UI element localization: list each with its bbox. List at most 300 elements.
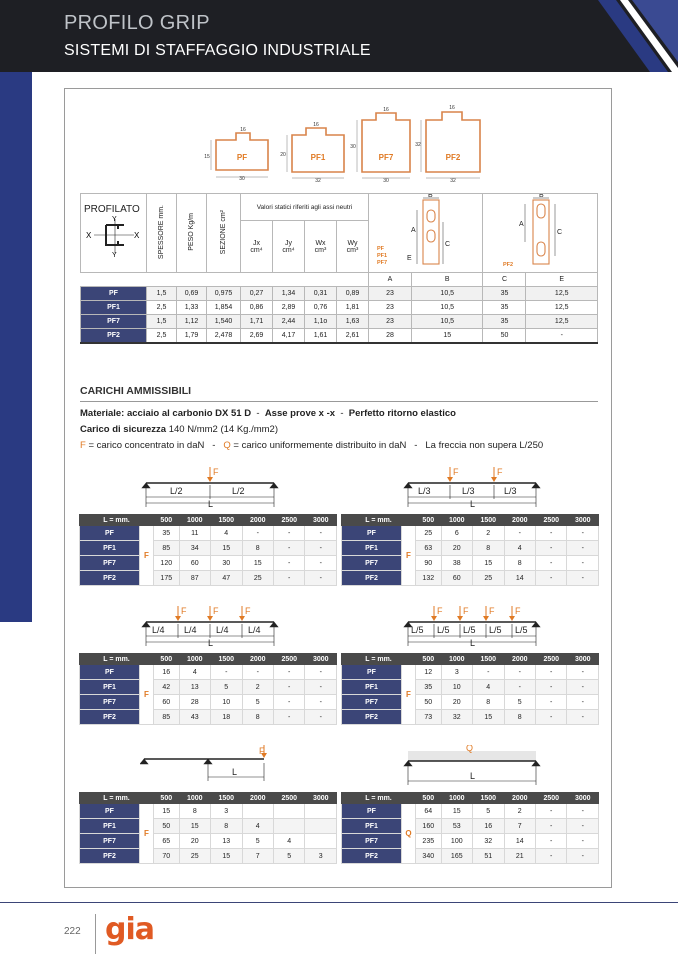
svg-text:L/5: L/5 [463,625,476,635]
load-value-cell: - [535,680,566,695]
svg-text:32: 32 [315,178,321,184]
load-value-cell: 13 [211,834,242,849]
spec-value-cell: 10,5 [411,301,483,315]
svg-text:L: L [208,499,214,509]
load-value-cell: 85 [154,710,180,725]
diagram-three-loads [140,606,280,648]
gia-logo: gia [105,912,155,947]
length-value-header: 2500 [535,654,566,665]
svg-text:Y: Y [112,252,117,257]
load-value-cell: 8 [179,804,210,819]
load-table-header [80,793,337,804]
load-value-cell: 14 [504,571,535,586]
load-value-cell: 15 [441,804,472,819]
load-table-header [342,654,599,665]
load-value-cell: 235 [416,834,442,849]
length-value-header: 1500 [211,515,242,526]
load-value-cell: 3 [211,804,242,819]
spec-value-cell: 50 [483,329,526,343]
spec-row [81,329,598,343]
svg-text:L: L [470,638,476,648]
length-value-header: 1000 [179,654,210,665]
profile-name-cell: PF2 [80,571,140,586]
load-value-cell: 32 [441,710,472,725]
spec-value-cell: 1,61 [305,329,337,343]
load-value-cell: 2 [473,526,504,541]
length-value-header: 2500 [535,515,566,526]
load-value-cell: 70 [154,849,180,864]
svg-text:F: F [437,606,443,616]
load-value-cell: - [242,665,273,680]
load-value-cell: - [535,665,566,680]
load-value-cell: 2 [504,804,535,819]
profile-name-cell: PF1 [342,541,402,556]
load-value-cell: 47 [211,571,242,586]
svg-text:Y: Y [112,216,117,223]
load-value-cell: 4 [273,834,304,849]
svg-text:F: F [213,467,219,477]
load-value-cell: 15 [242,556,273,571]
svg-text:A: A [519,221,524,228]
profile-label-pf2: PF2 [445,153,461,162]
footer-separator [95,914,96,954]
wy-header: Wy cm³ [337,221,369,273]
profile-name-cell: PF1 [342,680,402,695]
load-row [342,556,599,571]
load-value-cell: 8 [504,556,535,571]
load-value-cell: 32 [473,834,504,849]
static-values-header: Valori statici riferiti agli assi neutri [241,194,369,221]
profile-name-cell: PF [342,804,402,819]
svg-text:F: F [463,606,469,616]
load-table-2 [341,514,599,586]
header-stripes-decoration [558,0,678,72]
load-row [80,556,337,571]
load-row [80,680,337,695]
spec-value-cell: 1,5 [147,287,177,301]
length-value-header: 1000 [441,793,472,804]
spec-value-cell: 10,5 [411,315,483,329]
load-value-cell: 15 [154,804,180,819]
load-value-cell: - [567,695,599,710]
axis-icon [84,215,142,257]
load-value-cell: 65 [154,834,180,849]
length-header: L = mm. [342,515,416,526]
length-header: L = mm. [80,654,154,665]
load-type-letter: F [140,665,154,725]
load-row [342,695,599,710]
load-value-cell: - [567,541,599,556]
load-value-cell: - [567,819,599,834]
load-row [80,834,337,849]
load-value-cell: - [535,834,566,849]
load-value-cell: 43 [179,710,210,725]
load-value-cell: 175 [154,571,180,586]
load-value-cell: - [273,680,304,695]
length-value-header: 2000 [504,515,535,526]
svg-text:F: F [515,606,521,616]
length-value-header: 3000 [567,515,599,526]
load-value-cell: - [535,710,566,725]
load-value-cell: 13 [179,680,210,695]
load-value-cell: - [567,665,599,680]
spec-value-cell: 2,5 [147,329,177,343]
load-value-cell [242,804,273,819]
spec-value-cell: 0,76 [305,301,337,315]
load-value-cell: 51 [473,849,504,864]
load-value-cell: 4 [242,819,273,834]
diagram-uniform-load [402,745,542,787]
load-value-cell: - [273,695,304,710]
length-value-header: 3000 [567,793,599,804]
load-value-cell: 60 [179,556,210,571]
spec-value-cell: 23 [369,315,412,329]
spec-value-cell: 1,79 [177,329,207,343]
load-value-cell: - [504,526,535,541]
load-table-1 [79,514,337,586]
load-value-cell: - [211,665,242,680]
svg-text:A: A [410,227,416,234]
profile-name-cell: PF [80,526,140,541]
load-value-cell: 8 [211,819,242,834]
load-row [342,571,599,586]
svg-text:F: F [213,606,219,616]
load-value-cell: 4 [473,680,504,695]
load-value-cell: - [305,541,337,556]
load-value-cell: 4 [504,541,535,556]
spec-row [81,287,598,301]
load-row [80,665,337,680]
wx-header: Wx cm³ [305,221,337,273]
load-value-cell: - [305,665,337,680]
load-table-header [80,654,337,665]
length-value-header: 3000 [567,654,599,665]
profilato-cell [81,194,147,273]
length-header: L = mm. [342,793,416,804]
svg-text:F: F [181,606,187,616]
load-value-cell: 5 [504,695,535,710]
svg-text:L/2: L/2 [232,486,245,496]
svg-text:L/4: L/4 [184,625,197,635]
load-value-cell: 340 [416,849,442,864]
dim-diagram-ab [369,194,483,273]
length-value-header: 1000 [441,654,472,665]
load-value-cell: 5 [273,849,304,864]
load-table-5 [79,792,337,864]
load-value-cell: - [504,665,535,680]
load-row [342,541,599,556]
load-value-cell: - [567,834,599,849]
load-value-cell: 14 [504,834,535,849]
load-value-cell: - [535,571,566,586]
load-value-cell: 16 [154,665,180,680]
load-value-cell: - [305,680,337,695]
load-value-cell: - [305,695,337,710]
load-value-cell: 20 [179,834,210,849]
spec-value-cell: 0,31 [305,287,337,301]
svg-text:C: C [444,241,450,248]
svg-text:PF7: PF7 [376,260,387,266]
svg-text:15: 15 [204,154,210,160]
load-value-cell: - [567,556,599,571]
svg-text:32: 32 [415,142,421,148]
load-value-cell: 63 [416,541,442,556]
load-table-6 [341,792,599,864]
svg-text:20: 20 [280,152,286,158]
spec-row [81,301,598,315]
load-table-4 [341,653,599,725]
profile-name-cell: PF7 [342,834,402,849]
length-value-header: 2500 [273,793,304,804]
length-value-header: 2000 [504,793,535,804]
spec-value-cell: 1,540 [207,315,241,329]
col-c-header: C [483,273,526,287]
load-value-cell: - [273,571,304,586]
svg-text:L: L [470,499,476,509]
spec-value-cell: 23 [369,301,412,315]
spec-value-cell: 1,81 [337,301,369,315]
profile-label-pf7: PF7 [378,153,394,162]
profile-name-cell: PF2 [342,571,402,586]
length-value-header: 2000 [242,793,273,804]
length-value-header: 2000 [242,515,273,526]
svg-text:Q: Q [466,745,474,753]
load-value-cell: 15 [211,849,242,864]
length-value-header: 1500 [473,515,504,526]
load-type-letter: F [402,526,416,586]
col-sezione-header: SEZIONE cm² [207,194,241,273]
load-value-cell: 30 [211,556,242,571]
col-e-header: E [526,273,598,287]
svg-text:L: L [208,638,214,648]
load-value-cell: - [535,526,566,541]
load-value-cell: - [535,541,566,556]
load-value-cell: 15 [179,819,210,834]
svg-text:16: 16 [313,122,319,128]
load-table-header [342,515,599,526]
svg-text:L/5: L/5 [437,625,450,635]
spec-value-cell: 0,69 [177,287,207,301]
spec-table [80,193,598,344]
spec-value-cell: 1,71 [241,315,273,329]
col-b-header: B [411,273,483,287]
length-value-header: 2500 [273,515,304,526]
spec-row [81,315,598,329]
load-value-cell: 12 [416,665,442,680]
spec-value-cell: 10,5 [411,287,483,301]
load-value-cell: 87 [179,571,210,586]
col-a-header: A [369,273,412,287]
dim-diagram-ce [483,194,598,273]
profile-name-cell: PF1 [80,680,140,695]
load-value-cell: - [273,541,304,556]
load-value-cell: 2 [242,680,273,695]
length-value-header: 500 [416,793,442,804]
load-value-cell: 160 [416,819,442,834]
section-title: CARICHI AMMISSIBILI [80,385,598,402]
profile-name-cell: PF [81,287,147,301]
diagram-four-loads [402,606,542,648]
profile-name-cell: PF7 [342,695,402,710]
spec-value-cell: 2,44 [273,315,305,329]
svg-text:16: 16 [240,127,246,133]
side-accent-bar [0,72,32,622]
load-value-cell: 53 [441,819,472,834]
profile-name-cell: PF2 [80,849,140,864]
load-value-cell: 60 [441,571,472,586]
spec-value-cell: 2,61 [337,329,369,343]
load-value-cell: - [535,804,566,819]
profile-name-cell: PF2 [81,329,147,343]
load-value-cell: 10 [211,695,242,710]
page-header [0,0,678,72]
header-title: PROFILO GRIP [64,12,210,34]
load-value-cell [305,834,337,849]
spec-value-cell: 28 [369,329,412,343]
load-value-cell: 38 [441,556,472,571]
svg-text:X: X [134,231,140,240]
material-line: Materiale: acciaio al carbonio DX 51 D - Asse prove x -x - Perfetto ritorno elastico [80,408,456,419]
load-value-cell: 5 [242,834,273,849]
load-value-cell: 3 [441,665,472,680]
length-value-header: 3000 [305,654,337,665]
load-value-cell: 7 [242,849,273,864]
load-value-cell: 15 [473,556,504,571]
load-value-cell: - [535,556,566,571]
legend-line: F = carico concentrato in daN - Q = carico uniformemente distribuito in daN - La freccia non supera L/250 [80,440,544,451]
profile-drawings [64,100,612,190]
load-value-cell: - [535,819,566,834]
spec-value-cell: 2,478 [207,329,241,343]
load-value-cell: 20 [441,695,472,710]
load-value-cell: 11 [179,526,210,541]
profile-name-cell: PF2 [342,849,402,864]
svg-text:F: F [453,467,459,477]
load-row [342,849,599,864]
svg-text:L/4: L/4 [216,625,229,635]
jy-header: Jy cm⁴ [273,221,305,273]
svg-text:PF: PF [376,246,384,252]
svg-text:F: F [245,606,251,616]
load-value-cell: 50 [154,819,180,834]
svg-text:E: E [406,255,412,262]
load-value-cell: 8 [242,541,273,556]
load-value-cell: - [504,680,535,695]
spec-value-cell: 1,33 [177,301,207,315]
length-header: L = mm. [342,654,416,665]
svg-text:B: B [539,194,544,199]
length-value-header: 2500 [535,793,566,804]
svg-text:C: C [557,229,563,236]
spec-value-cell: 12,5 [526,301,598,315]
load-value-cell: - [567,849,599,864]
profilato-label: PROFILATO [84,204,140,215]
load-value-cell: - [567,680,599,695]
length-value-header: 1000 [179,793,210,804]
length-header: L = mm. [80,793,154,804]
svg-text:L/5: L/5 [411,625,424,635]
load-value-cell: - [305,571,337,586]
length-value-header: 500 [416,515,442,526]
load-row [80,695,337,710]
load-value-cell: 28 [179,695,210,710]
profile-name-cell: PF7 [80,556,140,571]
profile-label-pf: PF [236,153,248,162]
spec-value-cell: 35 [483,301,526,315]
svg-text:30: 30 [350,144,356,150]
load-value-cell: 132 [416,571,442,586]
load-value-cell: 5 [242,695,273,710]
load-value-cell: 8 [473,695,504,710]
svg-text:F: F [497,467,503,477]
load-value-cell: 15 [211,541,242,556]
load-value-cell: 25 [473,571,504,586]
load-value-cell: 73 [416,710,442,725]
load-type-letter: Q [402,804,416,864]
length-value-header: 1500 [473,793,504,804]
load-type-letter: F [402,665,416,725]
load-value-cell: 25 [179,849,210,864]
spec-value-cell: 2,69 [241,329,273,343]
svg-text:L/4: L/4 [248,625,261,635]
load-row [342,680,599,695]
load-row [80,710,337,725]
load-row [80,571,337,586]
load-value-cell: - [242,526,273,541]
load-row [80,541,337,556]
profile-name-cell: PF2 [342,710,402,725]
spec-value-cell: 0,975 [207,287,241,301]
svg-text:F: F [489,606,495,616]
load-value-cell: 21 [504,849,535,864]
load-row [80,819,337,834]
svg-text:F: F [259,746,265,756]
header-subtitle: SISTEMI DI STAFFAGGIO INDUSTRIALE [64,42,371,59]
load-value-cell: - [273,556,304,571]
load-value-cell [305,819,337,834]
load-value-cell: - [305,710,337,725]
spec-value-cell: 15 [411,329,483,343]
load-value-cell: - [535,695,566,710]
profile-name-cell: PF [342,526,402,541]
length-value-header: 500 [154,793,180,804]
load-value-cell: 8 [473,541,504,556]
load-value-cell [273,819,304,834]
length-value-header: 1000 [179,515,210,526]
load-value-cell: - [273,710,304,725]
load-value-cell: - [273,665,304,680]
spec-value-cell: 0,86 [241,301,273,315]
profile-name-cell: PF7 [342,556,402,571]
spec-value-cell: 2,5 [147,301,177,315]
svg-text:L/2: L/2 [170,486,183,496]
load-value-cell: 6 [441,526,472,541]
spec-value-cell: 4,17 [273,329,305,343]
load-value-cell: 90 [416,556,442,571]
svg-text:16: 16 [449,105,455,111]
load-value-cell: 25 [416,526,442,541]
length-value-header: 500 [154,515,180,526]
load-value-cell [305,804,337,819]
load-value-cell: 20 [441,541,472,556]
jx-header: Jx cm⁴ [241,221,273,273]
spec-value-cell: 1,5 [147,315,177,329]
load-value-cell: 5 [473,804,504,819]
load-value-cell: - [567,710,599,725]
load-value-cell: 35 [416,680,442,695]
load-value-cell: - [273,526,304,541]
load-value-cell: 25 [242,571,273,586]
